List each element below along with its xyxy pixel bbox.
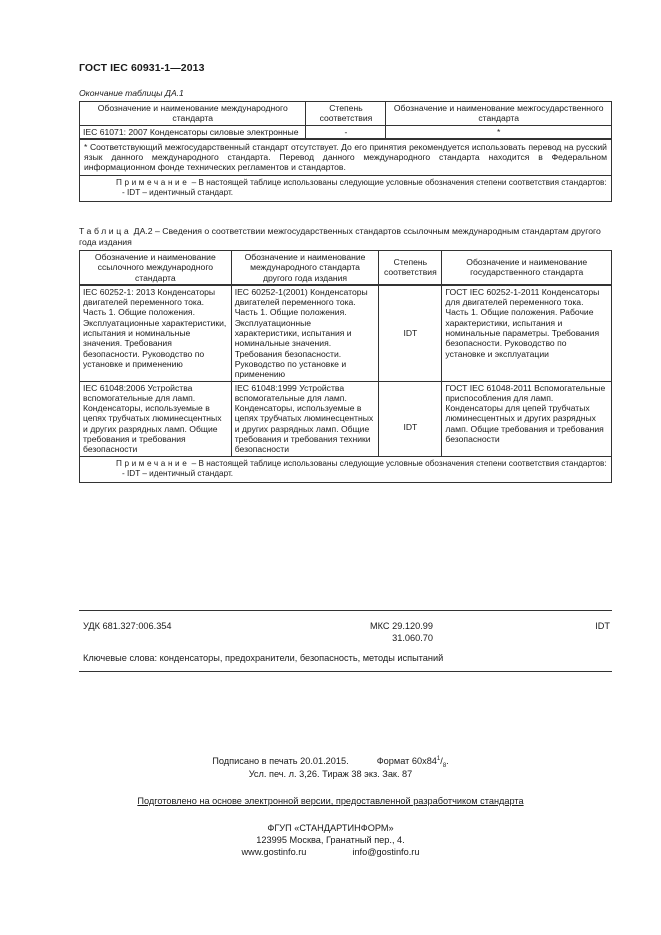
table2-r2-ref: IEC 61048:2006 Устройства вспомогательные для ламп. Конденсаторы, используемые в цепях трубчатых люминесцентных и других разрядных ламп. Общие требования и требования безопасности [80, 381, 232, 456]
idt-mark: IDT [595, 621, 610, 631]
divider-bottom [79, 671, 612, 672]
table-row [80, 125, 612, 139]
publisher-contacts [0, 847, 661, 857]
table1-note [80, 175, 612, 201]
table-row [80, 285, 612, 381]
table2-head-state: Обозначение и наименование государственного стандарта [442, 251, 612, 285]
table2-r2-degree: IDT [379, 381, 442, 456]
table2-head-degree: Степень соответствия [379, 251, 442, 285]
table-row [80, 381, 612, 456]
table2-r2-other: IEC 61048:1999 Устройства вспомогательные для ламп. Конденсаторы, используемые в цепях трубчатых люминесцентных и других разрядных ламп. Общие требования и требования техники безопасности [231, 381, 379, 456]
table1-header-row [80, 102, 612, 126]
mks-code-2: 31.060.70 [392, 633, 433, 643]
format-den: 8 [442, 762, 447, 769]
table1-note-text: – В настоящей таблице использованы следующие условные обозначения степени соответствия стандартов: [189, 177, 607, 187]
table2-note-label: Примечание [116, 458, 190, 468]
table1-head-interstate: Обозначение и наименование межгосударственного стандарта [386, 102, 612, 126]
table1-cell-interstate: * [386, 125, 612, 139]
table2-note-item: - IDT – идентичный стандарт. [122, 468, 234, 478]
table1-note-label: Примечание [116, 177, 190, 187]
publisher-email-link[interactable]: info@gostinfo.ru [352, 847, 420, 857]
publisher-org: ФГУП «СТАНДАРТИНФОРМ» [267, 823, 394, 833]
format-num: 1 [436, 756, 441, 762]
table2-note-row [80, 456, 612, 482]
table1-cell-degree: - [306, 125, 386, 139]
table2-header-row [80, 251, 612, 285]
table2 [79, 250, 612, 483]
table1-caption: Окончание таблицы ДА.1 [79, 88, 184, 98]
table2-caption-label: Таблица [79, 226, 132, 236]
print-info: Усл. печ. л. 3,26. Тираж 38 экз. Зак. 87 [248, 769, 413, 779]
divider-top [79, 610, 612, 611]
table1-footnote-row [80, 139, 612, 175]
mks-code-1: МКС 29.120.99 [370, 621, 433, 631]
table2-head-ref: Обозначение и наименование ссылочного международного стандарта [80, 251, 232, 285]
table2-r1-state: ГОСТ IEC 60252-1-2011 Конденсаторы для двигателей переменного тока. Часть 1. Общие положения. Рабочие характеристики, испытания и номинальные параметры. Требования безопасности. Руководство по установке и эксплуатации [442, 285, 612, 381]
table1-note-row [80, 175, 612, 201]
format-prefix: Формат 60x84 [376, 756, 437, 767]
publisher-address: 123995 Москва, Гранатный пер., 4. [256, 835, 405, 845]
table1-head-intl: Обозначение и наименование международного стандарта [80, 102, 306, 126]
table2-note-text: – В настоящей таблице использованы следующие условные обозначения степени соответствия стандартов: [189, 458, 607, 468]
table1 [79, 101, 612, 202]
table2-caption [79, 226, 619, 247]
table1-note-item: - IDT – идентичный стандарт. [122, 187, 234, 197]
table2-head-other: Обозначение и наименование международного стандарта другого года издания [231, 251, 379, 285]
table2-caption-text: ДА.2 – Сведения о соответствии межгосударственных стандартов ссылочным международным стандартам другого года издания [79, 226, 601, 247]
document-header: ГОСТ IEC 60931-1—2013 [79, 62, 205, 74]
format-suffix: . [446, 756, 449, 767]
publisher-site-link[interactable]: www.gostinfo.ru [241, 847, 307, 857]
signed-date: Подписано в печать 20.01.2015. [212, 756, 349, 767]
table2-r2-state: ГОСТ IEC 61048-2011 Вспомогательные приспособления для ламп. Конденсаторы для цепей трубчатых люминесцентных и других разрядных ламп. Общие требования и требования безопасности [442, 381, 612, 456]
udk-code: УДК 681.327:006.354 [83, 621, 172, 631]
keywords: Ключевые слова: конденсаторы, предохранители, безопасность, методы испытаний [83, 653, 444, 663]
signed-info: Подписано в печать 20.01.2015. Формат $60x84^1/_8$. [212, 756, 449, 769]
table2-note [80, 456, 612, 482]
prepared-note: Подготовлено на основе электронной версии, предоставленной разработчиком стандарта [137, 796, 524, 806]
table1-footnote: * Соответствующий межгосударственный стандарт отсутствует. До его принятия рекомендуется использовать перевод на русский язык данного международного стандарта. Перевод данного международного стандарта находится в Федеральном информационном фонде технических регламентов и стандартов. [80, 139, 612, 175]
table2-r1-degree: IDT [379, 285, 442, 381]
table1-cell-intl: IEC 61071: 2007 Конденсаторы силовые электронные [80, 125, 306, 139]
table1-head-degree: Степень соответствия [306, 102, 386, 126]
table2-r1-ref: IEC 60252-1: 2013 Конденсаторы двигателей переменного тока. Часть 1. Общие положения. Эксплуатационные характеристики, испытания и номинальные значения. Требования безопасности. Руководство по установке и применению [80, 285, 232, 381]
table2-r1-other: IEC 60252-1(2001) Конденсаторы двигателей переменного тока. Часть 1. Общие положения. Эксплуатационные характеристики, испытания и номинальные значения. Требования безопасности. Руководство по установке и применению [231, 285, 379, 381]
